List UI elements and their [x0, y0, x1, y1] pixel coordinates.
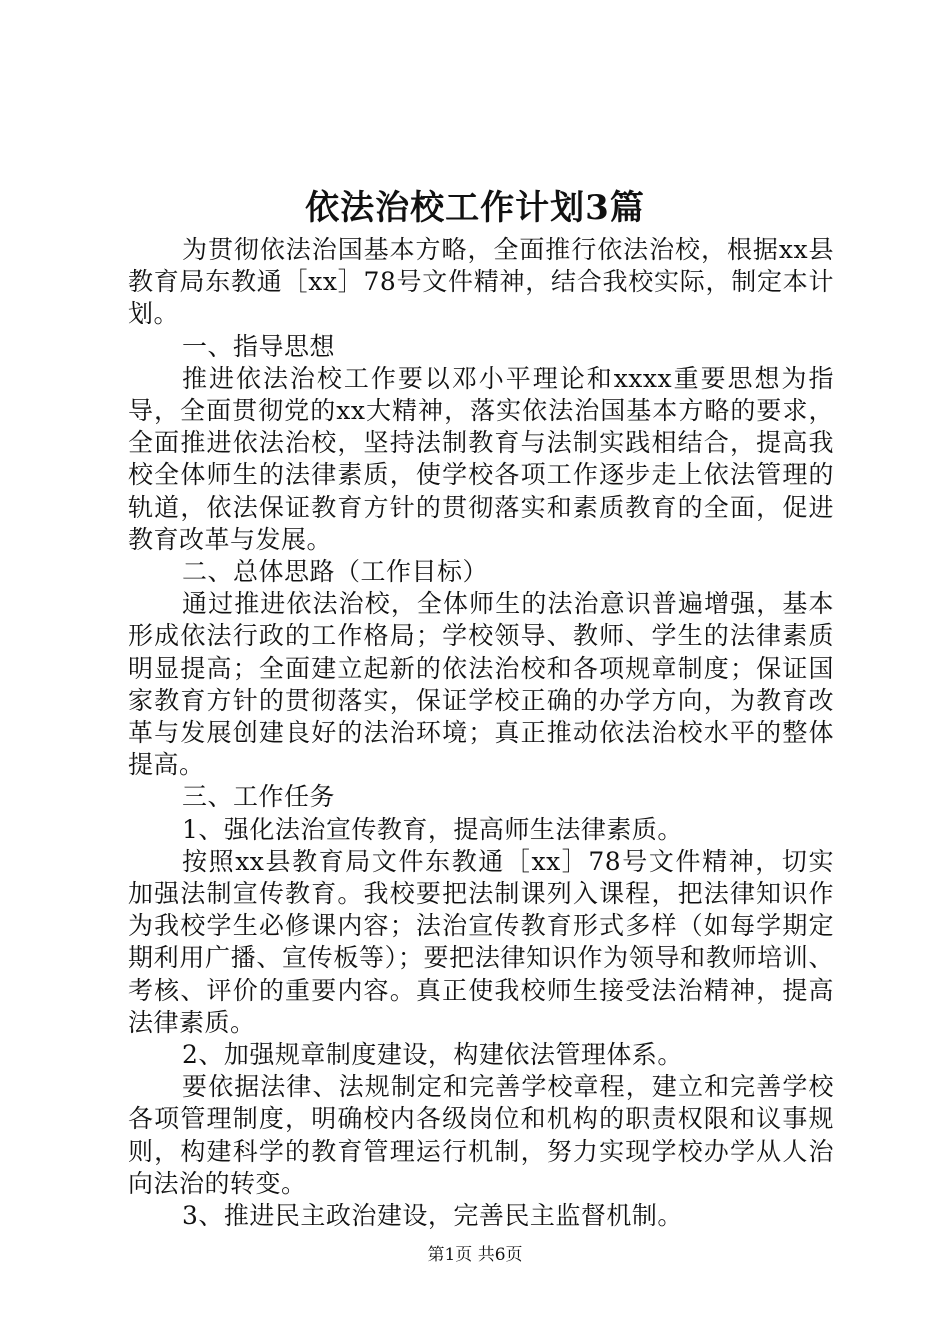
- section-heading-guiding-ideology: 一、指导思想: [182, 331, 336, 361]
- task-1-heading: 1、强化法治宣传教育，提高师生法律素质。: [182, 814, 683, 844]
- section-heading-overall-approach: 二、总体思路（工作目标）: [182, 557, 489, 587]
- task-1-paragraph: 按照xx县教育局文件东教通［xx］78号文件精神，切实加强法制宣传教育。我校要把法制课列入课程，把法律知识作为我校学生必修课内容；法治宣传教育形式多样（如每学期定期利用广播、宣传板等）；要把法律知识作为领导和教师培训、考核、评价的重要内容。真正使我校师生接受法治精神，提高法律素质。: [128, 846, 834, 1037]
- task-3-heading: 3、推进民主政治建设，完善民主监督机制。: [182, 1201, 683, 1231]
- task-2-paragraph: 要依据法律、法规制定和完善学校章程，建立和完善学校各项管理制度，明确校内各级岗位和机构的职责权限和议事规则，构建科学的教育管理运行机制，努力实现学校办学从人治向法治的转变。: [128, 1072, 834, 1198]
- intro-paragraph: 为贯彻依法治国基本方略，全面推行依法治校，根据xx县教育局东教通［xx］78号文件精神，结合我校实际，制定本计划。: [128, 235, 834, 329]
- document-title: 依法治校工作计划3篇: [305, 188, 645, 228]
- document-body: [128, 234, 834, 1232]
- section-heading-work-tasks: 三、工作任务: [182, 782, 336, 812]
- overall-approach-paragraph: 通过推进依法治校，全体师生的法治意识普遍增强，基本形成依法行政的工作格局；学校领导、教师、学生的法律素质明显提高；全面建立起新的依法治校和各项规章制度；保证国家教育方针的贯彻落实，保证学校正确的办学方向，为教育改革与发展创建良好的法治环境；真正推动依法治校水平的整体提高。: [128, 589, 834, 780]
- page-number-footer: 第1页 共6页: [427, 1245, 523, 1265]
- guiding-ideology-paragraph: 推进依法治校工作要以邓小平理论和xxxx重要思想为指导，全面贯彻党的xx大精神，落实依法治国基本方略的要求，全面推进依法治校，坚持法制教育与法制实践相结合，提高我校全体师生的法律素质，使学校各项工作逐步走上依法管理的轨道，依法保证教育方针的贯彻落实和素质教育的全面，促进教育改革与发展。: [128, 363, 834, 554]
- task-2-heading: 2、加强规章制度建设，构建依法管理体系。: [182, 1040, 683, 1070]
